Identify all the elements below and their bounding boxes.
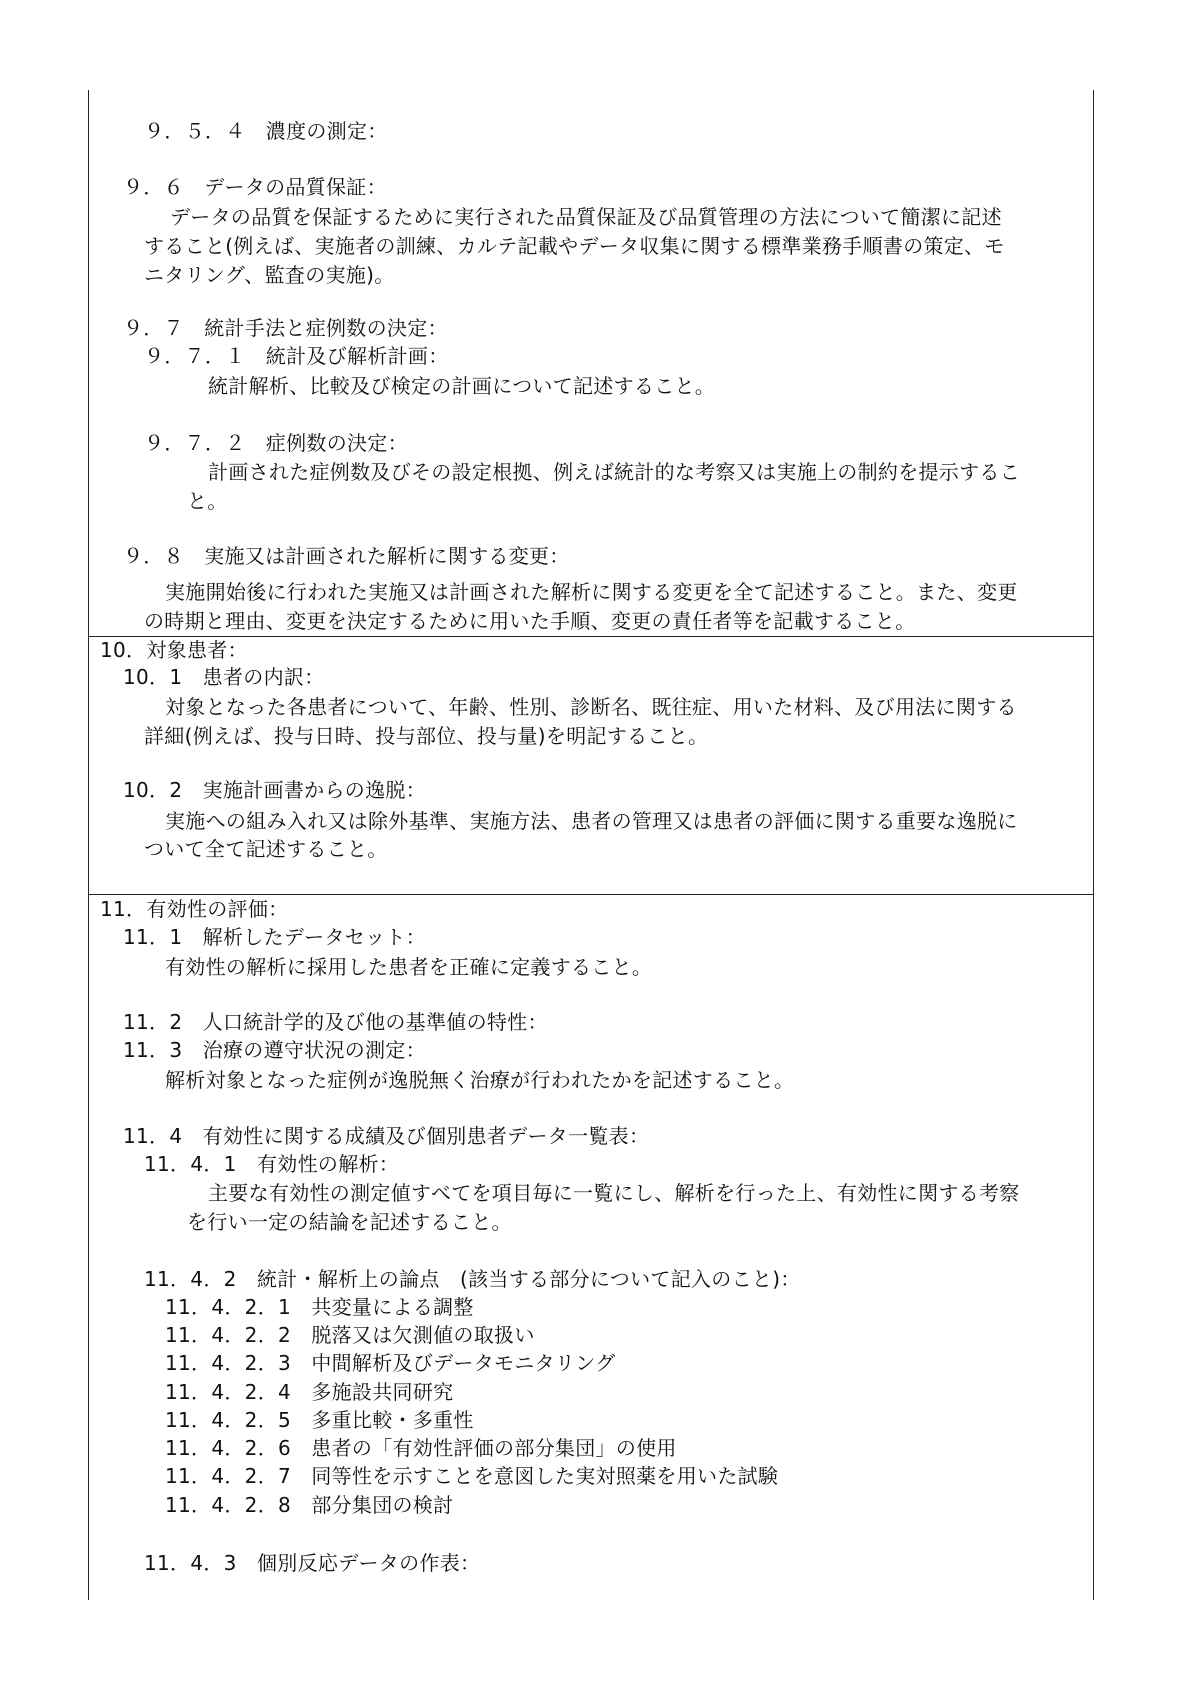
body-line: すること(例えば、実施者の訓練、カルテ記載やデータ収集に関する標準業務手順書の策定、モ [144,234,1005,258]
table-left-border [88,90,89,1600]
heading-11-2: 11．2 人口統計学的及び他の基準値の特性： [123,1010,548,1034]
heading-11-4-2: 11．4．2 統計・解析上の論点 (該当する部分について記入のこと)： [144,1267,801,1291]
body-line: 主要な有効性の測定値すべてを項目毎に一覧にし、解析を行った上、有効性に関する考察 [208,1181,1020,1205]
section-divider [88,636,1094,637]
body-line: 計画された症例数及びその設定根拠、例えば統計的な考察又は実施上の制約を提示するこ [208,460,1020,484]
heading-9-7: ９．７ 統計手法と症例数の決定： [123,316,448,340]
body-line: 対象となった各患者について、年齢、性別、診断名、既往症、用いた材料、及び用法に関する [165,695,1017,719]
body-line: ニタリング、監査の実施)。 [144,263,395,287]
body-line: 有効性の解析に採用した患者を正確に定義すること。 [165,955,653,979]
body-line: 解析対象となった症例が逸脱無く治療が行われたかを記述すること。 [165,1068,795,1092]
heading-10-1: 10．1 患者の内訳： [123,665,325,689]
body-line: を行い一定の結論を記述すること。 [187,1210,512,1234]
list-item: 11．4．2．6 患者の「有効性評価の部分集団」の使用 [165,1436,677,1460]
list-item: 11．4．2．8 部分集団の検討 [165,1493,454,1517]
list-item: 11．4．2．3 中間解析及びデータモニタリング [165,1351,616,1375]
list-item: 11．4．2．2 脱落又は欠測値の取扱い [165,1323,535,1347]
body-line: データの品質を保証するために実行された品質保証及び品質管理の方法について簡潔に記述 [170,205,1002,229]
heading-11-1: 11．1 解析したデータセット： [123,925,426,949]
heading-9-6: ９．６ データの品質保証： [123,175,387,199]
body-line: 詳細(例えば、投与日時、投与部位、投与量)を明記すること。 [144,724,709,748]
list-item: 11．4．2．1 共変量による調整 [165,1295,474,1319]
heading-9-7-1: ９．７．１ 統計及び解析計画： [144,344,449,368]
heading-9-5-4: ９．５．４ 濃度の測定： [144,119,388,143]
body-line: の時期と理由、変更を決定するために用いた手順、変更の責任者等を記載すること。 [144,609,916,633]
heading-11-4: 11．4 有効性に関する成績及び個別患者データ一覧表： [123,1124,650,1148]
list-item: 11．4．2．7 同等性を示すことを意図した実対照薬を用いた試験 [165,1464,779,1488]
table-right-border [1093,90,1094,1600]
body-line: 統計解析、比較及び検定の計画について記述すること。 [208,374,716,398]
body-line: ついて全て記述すること。 [144,837,388,861]
heading-9-8: ９．８ 実施又は計画された解析に関する変更： [123,544,570,568]
heading-9-7-2: ９．７．２ 症例数の決定： [144,431,408,455]
heading-11-4-3: 11．4．3 個別反応データの作表： [144,1551,481,1575]
list-item: 11．4．2．4 多施設共同研究 [165,1380,454,1404]
body-line: 実施への組み入れ又は除外基準、実施方法、患者の管理又は患者の評価に関する重要な逸脱に [165,809,1018,833]
list-item: 11．4．2．5 多重比較・多重性 [165,1408,474,1432]
section-divider [88,894,1094,895]
heading-10: 10．対象患者： [100,638,248,662]
heading-11: 11．有効性の評価： [100,897,289,921]
body-line: 実施開始後に行われた実施又は計画された解析に関する変更を全て記述すること。また、変更 [165,580,1018,604]
heading-11-3: 11．3 治療の遵守状況の測定： [123,1038,426,1062]
body-line: と。 [187,489,228,513]
heading-11-4-1: 11．4．1 有効性の解析： [144,1152,400,1176]
heading-10-2: 10．2 実施計画書からの逸脱： [123,778,426,802]
